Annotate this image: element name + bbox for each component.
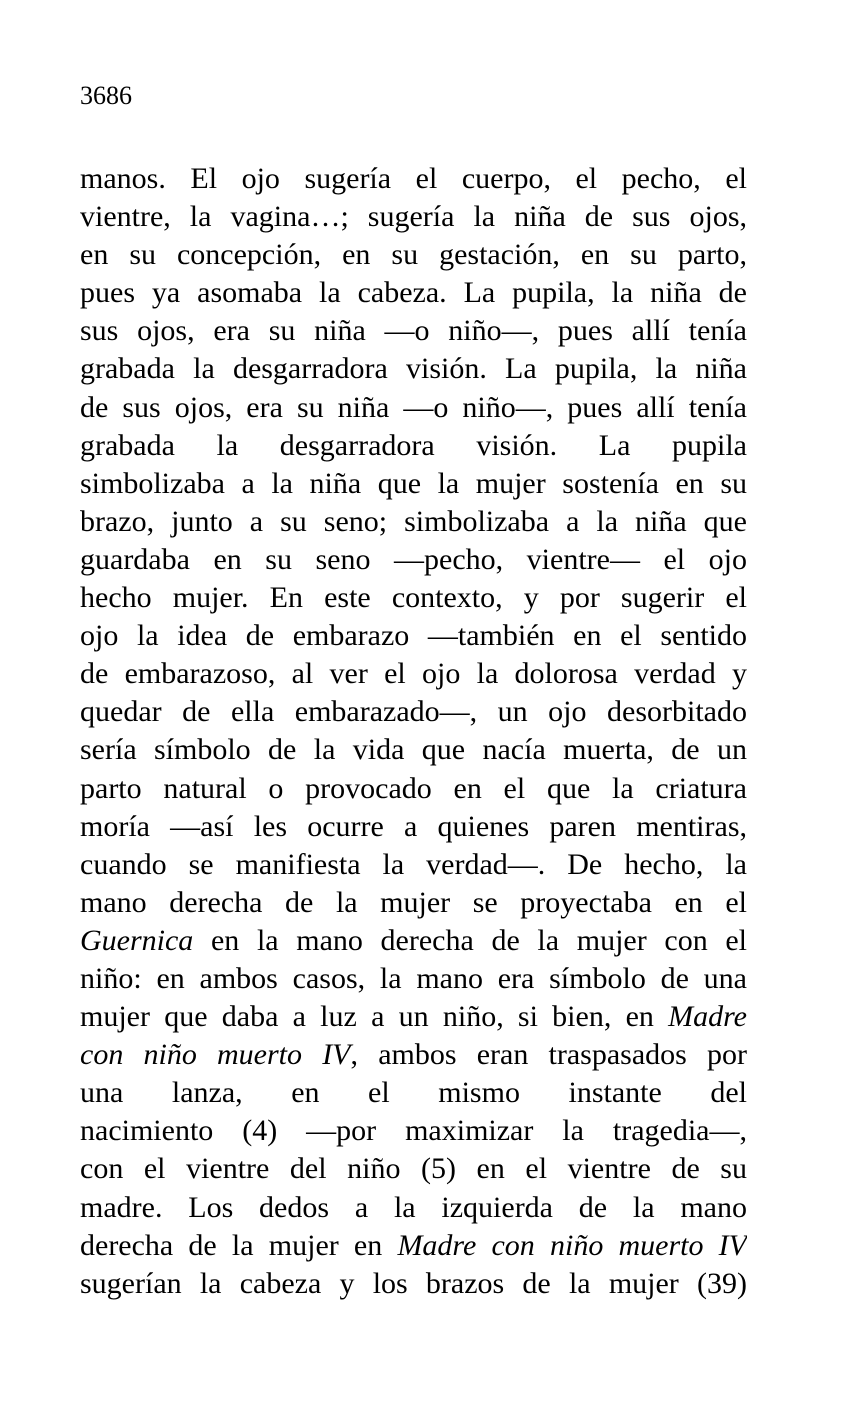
italic-text-span: con niño muerto IV	[80, 1038, 351, 1072]
text-line	[80, 1150, 747, 1188]
text-span: quedar de ella embarazado—, un ojo desorbitado	[80, 695, 747, 729]
text-line	[80, 236, 747, 274]
text-span: sugerían la cabeza y los brazos de la mujer (39)	[80, 1266, 747, 1300]
text-span: brazo, junto a su seno; simbolizaba a la niña que	[80, 504, 747, 538]
text-span: de embarazoso, al ver el ojo la dolorosa verdad y	[80, 657, 747, 691]
text-line	[80, 389, 747, 427]
text-span: con el vientre del niño (5) en el vientre de su	[80, 1152, 747, 1186]
text-line	[80, 1227, 747, 1265]
text-line	[80, 960, 747, 998]
text-line	[80, 579, 747, 617]
text-line	[80, 274, 747, 312]
text-span: derecha de la mujer en	[80, 1228, 398, 1262]
text-line	[80, 808, 747, 846]
text-span: moría —así les ocurre a quienes paren mentiras,	[80, 809, 747, 843]
text-line	[80, 541, 747, 579]
text-line	[80, 1036, 747, 1074]
text-span: manos. El ojo sugería el cuerpo, el pecho, el	[80, 162, 747, 195]
text-span: en su concepción, en su gestación, en su parto,	[80, 238, 747, 272]
text-span: hecho mujer. En este contexto, y por sugerir el	[80, 581, 747, 615]
text-span: grabada la desgarradora visión. La pupila, la niña	[80, 352, 747, 386]
text-line	[80, 693, 747, 731]
text-line	[80, 922, 747, 960]
text-span: simbolizaba a la niña que la mujer sostenía en su	[80, 466, 747, 500]
text-span: una lanza, en el mismo instante del	[80, 1076, 747, 1110]
text-span: parto natural o provocado en el que la criatura	[80, 771, 747, 805]
text-line	[80, 846, 747, 884]
text-line	[80, 350, 747, 388]
italic-text-span: Madre con niño muerto IV	[397, 1228, 747, 1262]
text-line	[80, 884, 747, 922]
text-span: sería símbolo de la vida que nacía muerta, de un	[80, 733, 747, 767]
text-span: grabada la desgarradora visión. La pupila	[80, 428, 747, 462]
text-line	[80, 160, 747, 198]
italic-text-span: Guernica	[80, 923, 194, 957]
text-line	[80, 617, 747, 655]
text-span: mano derecha de la mujer se proyectaba en el	[80, 885, 747, 919]
body-paragraph	[80, 160, 747, 1303]
text-line	[80, 503, 747, 541]
text-line	[80, 998, 747, 1036]
text-line	[80, 1074, 747, 1112]
text-span: guardaba en su seno —pecho, vientre— el ojo	[80, 542, 747, 576]
text-span: sus ojos, era su niña —o niño—, pues allí tenía	[80, 314, 747, 348]
text-span: en la mano derecha de la mujer con el	[193, 923, 747, 957]
text-span: mujer que daba a luz a un niño, si bien, en	[80, 1000, 669, 1034]
text-span: , ambos eran traspasados por	[350, 1038, 747, 1072]
text-span: de sus ojos, era su niña —o niño—, pues allí tenía	[80, 390, 747, 424]
text-span: nacimiento (4) —por maximizar la tragedia—,	[80, 1114, 747, 1148]
text-line	[80, 731, 747, 769]
text-line	[80, 465, 747, 503]
text-line	[80, 1189, 747, 1227]
text-span: cuando se manifiesta la verdad—. De hecho, la	[80, 847, 747, 881]
italic-text-span: Madre	[668, 1000, 747, 1034]
text-span: vientre, la vagina…; sugería la niña de sus ojos,	[80, 200, 747, 234]
text-span: pues ya asomaba la cabeza. La pupila, la niña de	[80, 276, 747, 310]
text-line	[80, 655, 747, 693]
text-span: ojo la idea de embarazo —también en el sentido	[80, 619, 747, 653]
text-line	[80, 427, 747, 465]
text-line	[80, 1265, 747, 1303]
text-span: madre. Los dedos a la izquierda de la mano	[80, 1190, 747, 1224]
page-number: 3686	[80, 81, 132, 110]
text-line	[80, 770, 747, 808]
text-span: niño: en ambos casos, la mano era símbolo de una	[80, 961, 747, 995]
text-line	[80, 198, 747, 236]
text-line	[80, 312, 747, 350]
text-line	[80, 1112, 747, 1150]
